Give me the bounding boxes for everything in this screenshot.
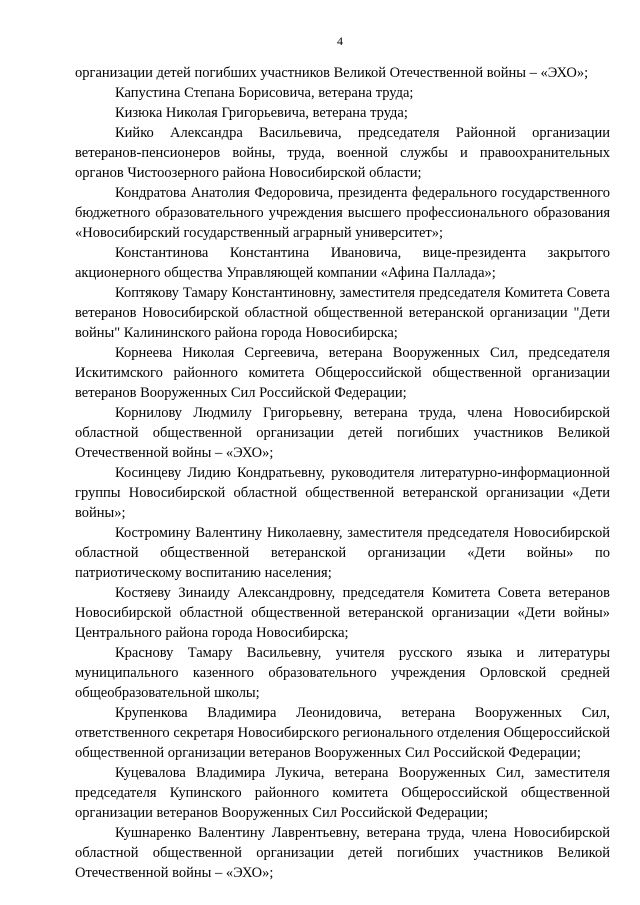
list-item: Крупенкова Владимира Леонидовича, ветерана Вооруженных Сил, ответственного секретаря Новосибирского регионального отделения Общероссийской общественной организации ветеранов Вооруженных Сил Российской Федерации; <box>75 705 610 761</box>
list-item: Кушнаренко Валентину Лаврентьевну, ветерана труда, члена Новосибирской областной общественной организации детей погибших участников Великой Отечественной войны – «ЭХО»; <box>75 825 610 881</box>
list-item: Коптякову Тамару Константиновну, заместителя председателя Комитета Совета ветеранов Новосибирской областной общественной ветеранской организации "Дети войны" Калининского района города Новосибирска; <box>75 285 610 341</box>
document-body <box>75 63 610 883</box>
list-item: Краснову Тамару Васильевну, учителя русского языка и литературы муниципального казенного образовательного учреждения Орловской средней общеобразовательной школы; <box>75 645 610 701</box>
list-item: Кондратова Анатолия Федоровича, президента федерального государственного бюджетного образовательного учреждения высшего профессионального образования «Новосибирский государственный аграрный университет»; <box>75 185 610 241</box>
list-item: Капустина Степана Борисовича, ветерана труда; <box>115 85 414 101</box>
list-item: Кийко Александра Васильевича, председателя Районной организации ветеранов-пенсионеров войны, труда, военной службы и правоохранительных органов Чистоозерного района Новосибирской области; <box>75 125 610 181</box>
page-number: 4 <box>337 34 343 48</box>
list-item: Косинцеву Лидию Кондратьевну, руководителя литературно-информационной группы Новосибирской областной общественной ветеранской организации «Дети войны»; <box>75 465 610 521</box>
list-item: Куцевалова Владимира Лукича, ветерана Вооруженных Сил, заместителя председателя Купинского районного комитета Общероссийской общественной организации ветеранов Вооруженных Сил Российской Федерации; <box>75 765 610 821</box>
list-item: Корнеева Николая Сергеевича, ветерана Вооруженных Сил, председателя Искитимского районного комитета Общероссийской общественной организации ветеранов Вооруженных Сил Российской Федерации; <box>75 345 610 401</box>
list-item: Костяеву Зинаиду Александровну, председателя Комитета Совета ветеранов Новосибирской областной общественной ветеранской организации «Дети войны» Центрального района города Новосибирска; <box>75 585 610 641</box>
list-item: Корнилову Людмилу Григорьевну, ветерана труда, члена Новосибирской областной общественной организации детей погибших участников Великой Отечественной войны – «ЭХО»; <box>75 405 610 461</box>
list-item: Костромину Валентину Николаевну, заместителя председателя Новосибирской областной общественной ветеранской организации «Дети войны» по патриотическому воспитанию населения; <box>75 525 610 581</box>
list-item: Кизюка Николая Григорьевича, ветерана труда; <box>115 105 408 121</box>
paragraph-continuation: организации детей погибших участников Великой Отечественной войны – «ЭХО»; <box>75 65 589 81</box>
list-item: Константинова Константина Ивановича, вице-президента закрытого акционерного общества Управляющей компании «Афина Паллада»; <box>75 245 610 281</box>
